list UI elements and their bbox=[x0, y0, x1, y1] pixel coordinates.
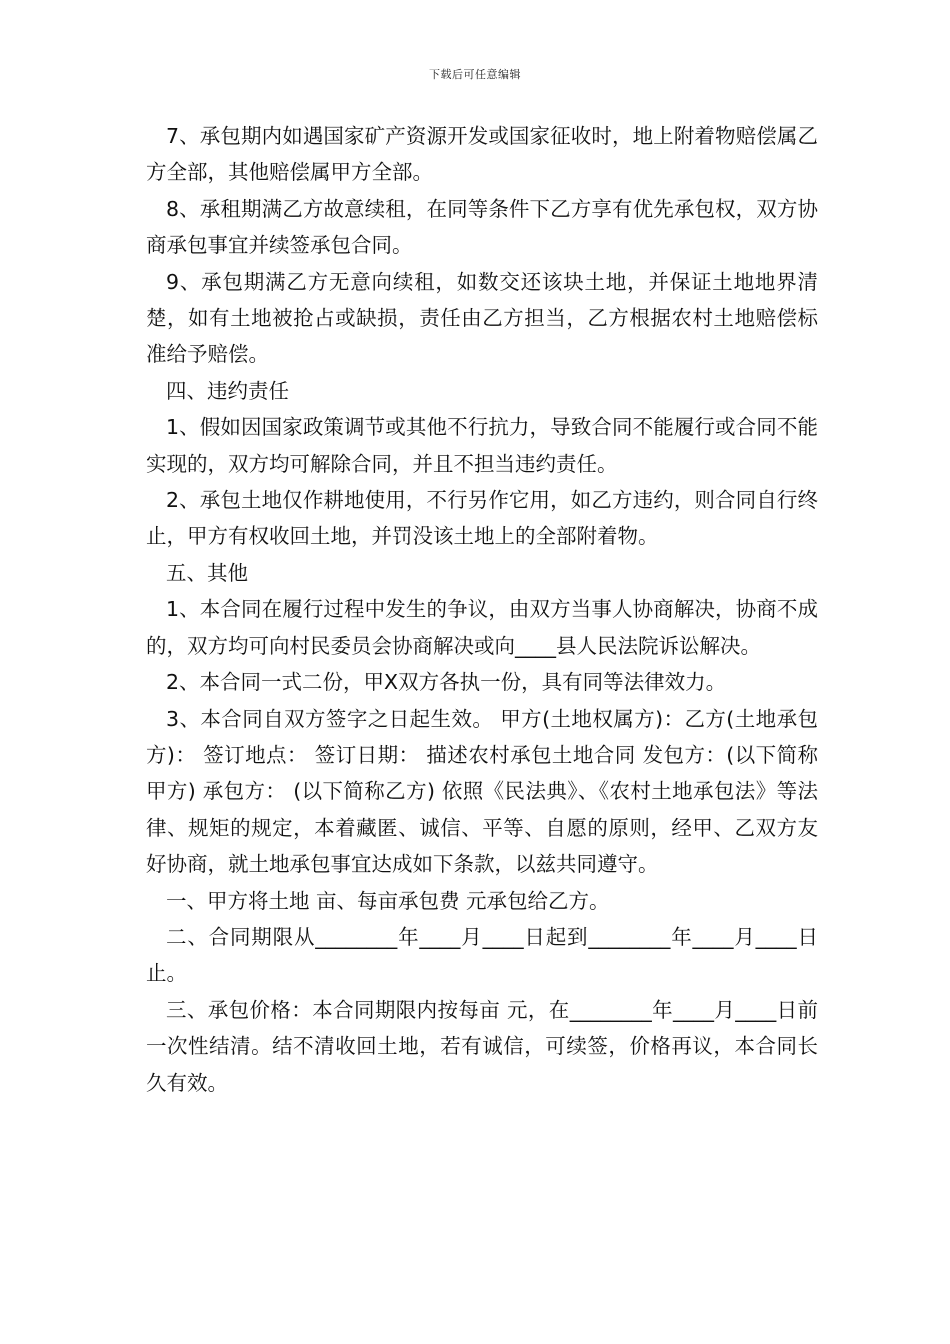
section-heading-breach: 四、违约责任 bbox=[166, 378, 289, 403]
other-clause-1: 1、本合同在履行过程中发生的争议，由双方当事人协商解决，协商不成的，双方均可向村民委员会协商解决或向____县人民法院诉讼解决。 bbox=[146, 597, 818, 658]
breach-clause-1: 1、假如因国家政策调节或其他不行抗力，导致合同不能履行或合同不能实现的，双方均可解除合同，并且不担当违约责任。 bbox=[146, 415, 818, 476]
clause-8: 8、承租期满乙方故意续租，在同等条件下乙方享有优先承包权，双方协商承包事宜并续签承包合同。 bbox=[146, 196, 818, 258]
clause-9: 9、承包期满乙方无意向续租，如数交还该块土地，并保证土地地界清楚，如有土地被抢占或缺损，责任由乙方担当，乙方根据农村土地赔偿标准给予赔偿。 bbox=[146, 269, 818, 367]
other-clause-3: 3、本合同自双方签字之日起生效。 甲方(土地权属方)：乙方(土地承包方)： 签订地点： 签订日期： 描述农村承包土地合同 发包方：(以下简称甲方) 承包方： (以下简称乙方) 依照《民法典》、《农村土地承包法》等法律、规矩的规定，本着藏匿、诚信、平等、自愿的原则，经甲、乙双方友好协商，就土地承包事宜达成如下条款，以兹共同遵守。 bbox=[146, 706, 818, 877]
other-clause-2: 2、本合同一式二份，甲X双方各执一份，具有同等法律效力。 bbox=[166, 670, 727, 695]
contract-item-3: 三、承包价格：本合同期限内按每亩 元，在________年____月____日前一次性结清。结不清收回土地，若有诚信，可续签，价格再议，本合同长久有效。 bbox=[146, 997, 818, 1095]
contract-item-1: 一、甲方将土地 亩、每亩承包费 元承包给乙方。 bbox=[166, 888, 610, 913]
page-header: 下载后可任意编辑 bbox=[429, 68, 521, 81]
section-heading-other: 五、其他 bbox=[166, 560, 248, 585]
breach-clause-2: 2、承包土地仅作耕地使用，不行另作它用，如乙方违约，则合同自行终止，甲方有权收回土地，并罚没该土地上的全部附着物。 bbox=[146, 488, 818, 549]
document-body bbox=[146, 118, 818, 1101]
clause-7: 7、承包期内如遇国家矿产资源开发或国家征收时，地上附着物赔偿属乙方全部，其他赔偿属甲方全部。 bbox=[146, 124, 818, 185]
contract-item-2: 二、合同期限从________年____月____日起到________年____月____日止。 bbox=[146, 924, 818, 986]
